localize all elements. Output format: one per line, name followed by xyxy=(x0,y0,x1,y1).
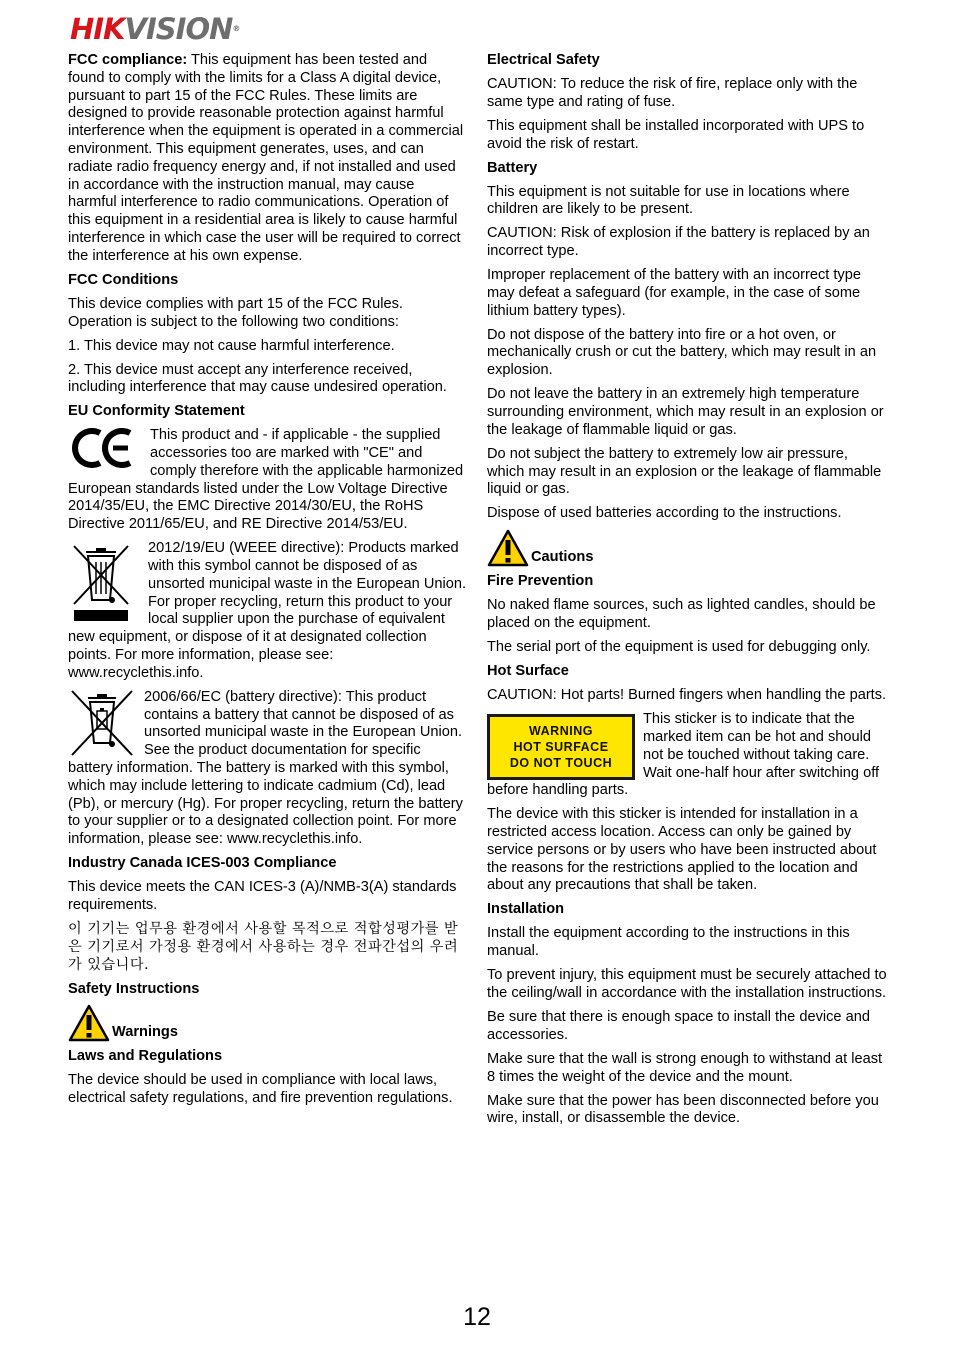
logo-vision-text: VISION xyxy=(124,12,233,46)
sticker-line-hot-surface: HOT SURFACE xyxy=(513,740,609,755)
hot-surface-sticker xyxy=(487,714,635,780)
fire-text-2: The serial port of the equipment is used for debugging only. xyxy=(487,639,871,656)
eu-ce-paragraph xyxy=(68,427,466,534)
fcc-conditions-text-3: 2. This device must accept any interference received, including interference that may cause undesired operation. xyxy=(68,361,447,396)
battery-text-3: Improper replacement of the battery with an incorrect type may defeat a safeguard (for example, in the case of some lithium battery types). xyxy=(487,267,861,319)
installation-heading: Installation xyxy=(487,901,565,918)
installation-text-1: Install the equipment according to the instructions in this manual. xyxy=(487,925,850,960)
eu-conformity-heading: EU Conformity Statement xyxy=(68,403,245,420)
sticker-line-warning: WARNING xyxy=(529,724,593,739)
battery-text-7: Dispose of used batteries according to the instructions. xyxy=(487,505,842,522)
fcc-conditions-text-1: This device complies with part 15 of the FCC Rules. Operation is subject to the following two conditions: xyxy=(68,295,403,330)
ce-mark-icon xyxy=(68,425,140,471)
sticker-line-do-not-touch: DO NOT TOUCH xyxy=(509,756,613,771)
fcc-conditions-text-2: 1. This device may not cause harmful interference. xyxy=(68,337,395,354)
fire-text-1: No naked flame sources, such as lighted candles, should be placed on the equipment. xyxy=(487,597,876,632)
hot-surface-heading: Hot Surface xyxy=(487,663,569,680)
cautions-label: Cautions xyxy=(531,548,594,565)
installation-text-4: Make sure that the wall is strong enough to withstand at least 8 times the weight of the device and the mount. xyxy=(487,1050,883,1085)
warnings-label: Warnings xyxy=(112,1023,178,1040)
hot-sticker-paragraph xyxy=(487,711,887,800)
fcc-compliance-label: FCC compliance: xyxy=(68,52,188,68)
caution-triangle-icon xyxy=(487,529,529,567)
fcc-compliance-paragraph xyxy=(68,52,466,266)
battery-text-4: Do not dispose of the battery into fire or a hot oven, or mechanically crush or cut the battery, which may result in an explosion. xyxy=(487,326,877,379)
safety-instructions-heading: Safety Instructions xyxy=(68,980,200,997)
battery-text-6: Do not subject the battery to extremely low air pressure, which may result in an explosion or the leakage of flammable liquid or gas. xyxy=(487,445,882,498)
right-column xyxy=(487,52,887,1134)
fire-prevention-heading: Fire Prevention xyxy=(487,573,594,590)
battery-text-1: This equipment is not suitable for use in locations where children are likely to be present. xyxy=(487,183,850,218)
laws-heading: Laws and Regulations xyxy=(68,1048,223,1065)
battery-text-5: Do not leave the battery in an extremely high temperature surrounding environment, which may result in an explosion or the leakage of flammable liquid or gas. xyxy=(487,386,884,438)
canada-heading: Industry Canada ICES-003 Compliance xyxy=(68,855,337,872)
electrical-text-1: CAUTION: To reduce the risk of fire, replace only with the same type and rating of fuse. xyxy=(487,75,858,110)
weee-text: 2012/19/EU (WEEE directive): Products marked with this symbol cannot be disposed of as unsorted municipal waste in the European Union. For proper recycling, return this product to your local supplier upon the purchase of equivalent new equipment, or dispose of it at designated collection points. For more information, please see: www.recyclethis.info. xyxy=(68,540,467,681)
fcc-compliance-text: This equipment has been tested and found to comply with the limits for a Class A digital device, pursuant to part 15 of the FCC Rules. These limits are designed to provide reasonable protection against harmful interference when the equipment is operated in a commercial environment. This equipment generates, uses, and can radiate radio frequency energy and, if not installed and used in accordance with the instruction manual, may cause harmful interference to radio communications. Operation of this equipment in a residential area is likely to cause harmful interference in which case the user will be required to correct the interference at his own expense. xyxy=(68,52,464,264)
logo-registered-mark: ® xyxy=(232,24,240,33)
hot-surface-text-2: The device with this sticker is intended for installation in a restricted access location. Access can only be gained by service persons or by users who have been instructed about the reasons for the restrictions applied to the location and about any precautions that shall be taken. xyxy=(487,806,877,894)
battery-directive-text: 2006/66/EC (battery directive): This product contains a battery that cannot be disposed of as unsorted municipal waste in the European Union. See the product documentation for specific battery information. The battery is marked with this symbol, which may include lettering to indicate cadmium (Cd), lead (Pb), or mercury (Hg). For proper recycling, return the battery to your supplier or to a designated collection point. For more information, please see: www.recyclethis.info. xyxy=(68,688,463,848)
fcc-conditions-heading: FCC Conditions xyxy=(68,271,179,288)
battery-text-2: CAUTION: Risk of explosion if the battery is replaced by an incorrect type. xyxy=(487,225,870,260)
page-number: 12 xyxy=(463,1303,491,1331)
cautions-header xyxy=(487,529,887,567)
laws-text: The device should be used in compliance with local laws, electrical safety regulations, and fire prevention regulations. xyxy=(68,1072,453,1107)
hikvision-logo xyxy=(70,12,239,46)
weee-paragraph xyxy=(68,540,466,682)
left-column xyxy=(68,52,466,1114)
eu-ce-text: This product and - if applicable - the supplied accessories too are marked with "CE" and comply therefore with the applicable harmonized European standards listed under the Low Voltage Directive 2014/35/EU, the EMC Directive 2014/30/EU, the RoHS Directive 2011/65/EU, and RE Directive 2014/53/EU. xyxy=(68,427,464,533)
electrical-text-2: This equipment shall be installed incorporated with UPS to avoid the risk of restart. xyxy=(487,117,865,152)
logo-hik-text: HIK xyxy=(70,12,125,46)
battery-bin-icon xyxy=(68,689,136,759)
battery-heading: Battery xyxy=(487,159,538,176)
korean-notice-text: 이 기기는 업무용 환경에서 사용할 목적으로 적합성평가를 받은 기기로서 가정용 환경에서 사용하는 경우 전파간섭의 우려가 있습니다. xyxy=(68,920,459,973)
battery-directive-paragraph xyxy=(68,689,466,849)
warnings-header xyxy=(68,1004,466,1042)
installation-text-2: To prevent injury, this equipment must be securely attached to the ceiling/wall in accordance with the installation instructions. xyxy=(487,967,887,1002)
warning-triangle-icon xyxy=(68,1004,110,1042)
canada-text: This device meets the CAN ICES-3 (A)/NMB-3(A) standards requirements. xyxy=(68,879,457,913)
installation-text-3: Be sure that there is enough space to install the device and accessories. xyxy=(487,1009,870,1043)
hot-surface-text-1: CAUTION: Hot parts! Burned fingers when handling the parts. xyxy=(487,687,887,704)
sticker-description-text: This sticker is to indicate that the marked item can be hot and should not be touched without taking care. Wait one-half hour after switching off before handling parts. xyxy=(487,711,880,799)
installation-text-5: Make sure that the power has been disconnected before you wire, install, or disassemble the device. xyxy=(487,1092,879,1127)
weee-bin-icon xyxy=(68,542,134,624)
electrical-safety-heading: Electrical Safety xyxy=(487,52,600,68)
